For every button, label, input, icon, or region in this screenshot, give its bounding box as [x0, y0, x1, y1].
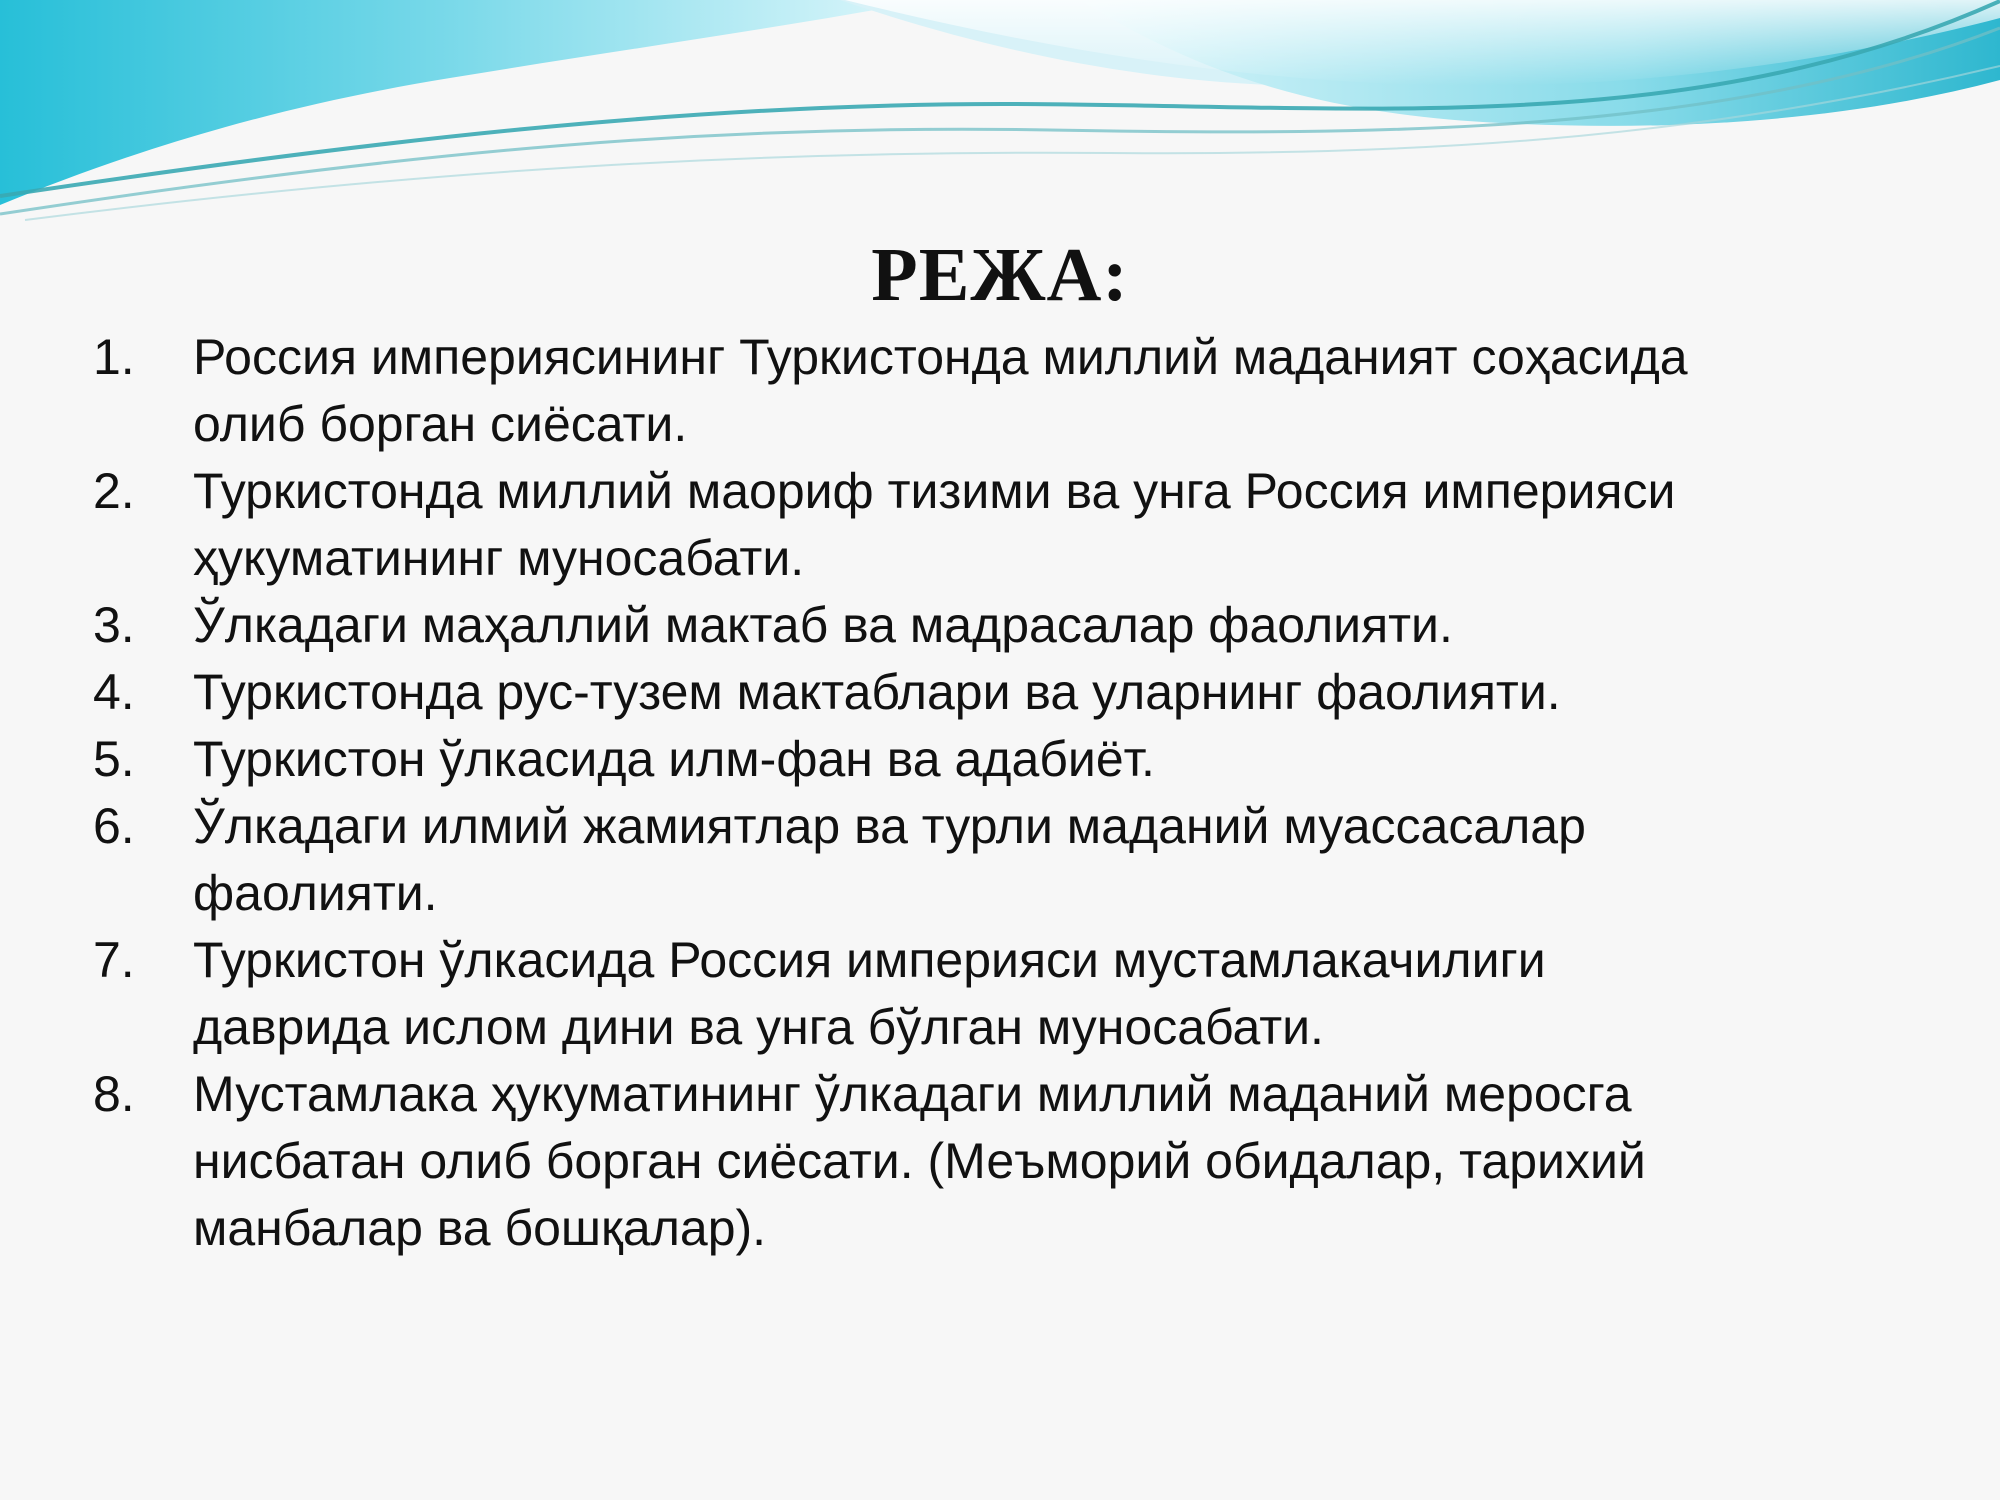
- plan-item-number: 7.: [93, 932, 135, 988]
- plan-item-3: [88, 592, 1888, 659]
- plan-item-number: 5.: [93, 731, 135, 787]
- plan-item-line: Ўлкадаги илмий жамиятлар ва турли маданий муассасалар: [193, 798, 1586, 854]
- plan-item-line: Мустамлака ҳукуматининг ўлкадаги миллий маданий меросга: [193, 1066, 1632, 1122]
- plan-item-4: [88, 659, 1888, 726]
- plan-item-line: Ўлкадаги маҳаллий мактаб ва мадрасалар фаолияти.: [193, 597, 1453, 653]
- plan-item-number: 6.: [93, 798, 135, 854]
- plan-item-line: нисбатан олиб борган сиёсати. (Меъморий обидалар, тарихий: [193, 1133, 1646, 1189]
- plan-item-1: [88, 324, 1888, 458]
- decorative-wave-header: [0, 0, 2000, 240]
- plan-item-line: фаолияти.: [193, 865, 438, 921]
- plan-item-2: [88, 458, 1888, 592]
- plan-item-5: [88, 726, 1888, 793]
- plan-item-7: [88, 927, 1888, 1061]
- plan-item-line: Туркистонда рус-тузем мактаблари ва уларнинг фаолияти.: [193, 664, 1561, 720]
- plan-item-line: олиб борган сиёсати.: [193, 396, 688, 452]
- plan-item-line: Туркистон ўлкасида Россия империяси мустамлакачилиги: [193, 932, 1546, 988]
- plan-item-number: 8.: [93, 1066, 135, 1122]
- plan-list: [88, 324, 1888, 1262]
- plan-item-line: манбалар ва бошқалар).: [193, 1200, 767, 1256]
- plan-item-line: Туркистонда миллий маориф тизими ва унга Россия империяси: [193, 463, 1676, 519]
- slide-title: РЕЖА:: [871, 233, 1129, 317]
- plan-item-number: 4.: [93, 664, 135, 720]
- plan-item-line: ҳукуматининг муносабати.: [193, 530, 805, 586]
- plan-item-number: 1.: [93, 329, 135, 385]
- plan-item-number: 3.: [93, 597, 135, 653]
- plan-item-line: даврида ислом дини ва унга бўлган муносабати.: [193, 999, 1324, 1055]
- plan-item-line: Туркистон ўлкасида илм-фан ва адабиёт.: [193, 731, 1155, 787]
- plan-item-number: 2.: [93, 463, 135, 519]
- plan-item-line: Россия империясининг Туркистонда миллий маданият соҳасида: [193, 329, 1688, 385]
- plan-item-8: [88, 1061, 1888, 1262]
- plan-item-6: [88, 793, 1888, 927]
